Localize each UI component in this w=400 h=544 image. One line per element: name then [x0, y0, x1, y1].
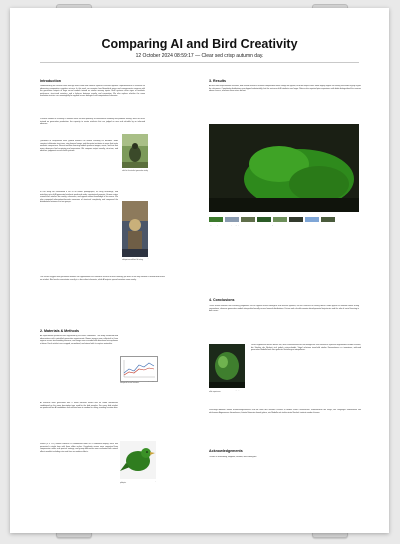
- figure-6-illustration: [209, 344, 245, 388]
- conclusions-paragraph-3: Zukünftige Arbeiten sollten Entwicklungsverläufe und die Rolle des sozialen Lernens in beiden Fällen untersuchen. Insbesondere die Frage, wie Jungvögel Stilelemente von erfahrenen Artgenossen übernehmen, könnte Hinweise darauf geben, wie Modelle mit strukturierter Neuheit trainiert werden können.: [209, 409, 361, 414]
- section-heading-introduction: Introduction: [40, 79, 61, 83]
- section-heading-acknowledgements: Acknowledgements: [209, 449, 243, 453]
- methods-paragraph-3: Raters (n = 112) viewed artefacts in randomised order on a calibrated display. Each trial presented a single item with three slider scales. Complexity scores were computed from compression ratios and spectral entropy, and group differences were evaluated with mixed-effects models including rater and item as random effects.: [40, 443, 118, 453]
- figure-5-thumbnail-strip: [209, 213, 359, 222]
- figure-2-caption: Figure 2: Example AI-generated image used as a comparison artefact for rating.: [122, 258, 157, 262]
- bird-photo-illustration: [122, 134, 148, 168]
- intro-paragraph-4: In this study we assembled a set of 40 bower photographs, 40 song recordings, and matching sets of AI-generated artefacts produced under constrained prompts. Human raters scored each artefact for novelty, coherence, and appeal without knowledge of its source. We also computed information-theoretic measures of structural complexity and compared the distributions between the two groups.: [40, 191, 118, 204]
- ai-image-illustration: [122, 201, 148, 257]
- figure-6-caption: Figure 6: Distribution of observer ratings by source and rater experience.: [209, 390, 248, 394]
- figure-3-chart: [120, 356, 158, 382]
- methods-paragraph-2: AI artefacts were generated with a latent diffusion model and an audio transformer conditioned on the same descriptive tags used for the bird samples. For every bird artefact we produced five AI candidates and selected one at random for rating, avoiding curation bias.: [40, 402, 118, 410]
- results-paragraph-1: Across three experimental sessions, bird and AI artefacts received comparable mean ratings for appeal, while AI outputs were rated slightly higher for novelty and birds slightly higher for coherence. Complexity distributions overlapped substantially, but the variance of AI artefacts was larger. Raters who reported prior experience with birds distinguished the sources above chance, whereas naive raters did not.: [209, 85, 361, 93]
- green-bird-illustration: [120, 441, 156, 479]
- figure-5-caption: Figure 5: Representative bower photograph and selected artefact frames used in the rating task.: [209, 225, 277, 226]
- figure-5-bower-scene: [209, 124, 359, 212]
- bower-scene-illustration: [209, 124, 359, 212]
- intro-paragraph-2: Previous studies of creativity in animals have focused primarily on behavioural flexibility and problem solving. Here we focus instead on generative production: the capacity to create artefacts that are judged as new and valuable by an informed observer.: [40, 118, 145, 126]
- methods-paragraph-1: All experimental protocols were approved by the ethics committee. The study combined field observations with controlled generation experiments. Bower images were collected in three regions across two breeding seasons, and songs were recorded with directional microphones at dawn. Each artefact was cropped, normalised, and stored with its capture metadata.: [40, 335, 118, 345]
- title-divider: [40, 62, 359, 63]
- figure-6-photo: [209, 344, 245, 388]
- poster-subtitle: 12 October 2024 08:59:17 — Clear sed crisp autumn day.: [135, 53, 264, 59]
- figure-3-caption: Figure 3: Spectrogram and artefact complexity profiles compared across sessions.: [120, 381, 159, 385]
- conclusions-paragraph-1: These results indicate that creativity judgments can be applied across biological and artificial systems, but the structure of novelty differs. Birds appear to innovate within strong conventions, whereas generative models interpolate broadly across learned distributions. Future work should examine developmental trajectories and the role of social learning in both cases.: [209, 305, 359, 313]
- acknowledgements-text: Thanks to Rosenberg, Bagnoer, Maritno, and colleagues.: [209, 456, 257, 458]
- figure-1-bird-photo: [122, 134, 148, 168]
- figure-2-ai-image: [122, 201, 148, 257]
- thumbnail-strip-svg: [209, 217, 359, 222]
- intro-paragraph-5: Our results suggest that generative models can approximate the statistical surface of bird creativity, yet differ in the way variation is distributed across an artefact. Bird works concentrate novelty in a few salient elements, while AI outputs spread variation more evenly.: [40, 276, 165, 281]
- poster: [10, 8, 389, 533]
- conclusions-paragraph-2: Diese Ergebnisse deuten darauf hin, dass Kreativitätsurteile auf biologische und künstliche Systeme angewendet werden können, die Struktur der Neuheit sich jedoch unterscheidet. Vögel scheinen innerhalb starker Konventionen zu innovieren, während generative Modelle breit über gelernte Verteilungen interpolieren.: [251, 344, 361, 352]
- section-heading-materials: 2. Materials & Methods: [40, 329, 79, 333]
- poster-title: Comparing AI and Bird Creativity: [101, 37, 298, 51]
- intro-paragraph-3: Questions of comparison have guided research on animal creativity for decades. Birds construct elaborate structures, sing learned songs, and decorate territories in ways that invite aesthetic comparison. Recent machine learning models produce images, music, and text that many observers find surprising and expressive. We compare output novelty, structure, and observer judgments across both systems.: [40, 140, 118, 153]
- figure-1-caption: Figure 1: A Bowerbird in a scene of forest collection used in the artefact generation study.: [122, 169, 159, 173]
- section-heading-results: 3. Results: [209, 79, 226, 83]
- figure-4-caption: Figure 4: Bird and AI artefacts with matched descriptive prompts.: [120, 481, 159, 485]
- intro-paragraph-1: Understanding the creative drive through which birds and artificial systems construct dynamic representations is essential for advancing comparative cognitive science. In this work, we examine how Bowerbird songs and arrangements compare with the generative outputs of large neural models trained on similar sensory inputs. Both systems show signs of aesthetic preference, structured variation, and a balance between novelty and convention. We also explore whether the same evaluation metrics can meaningfully be applied across biological and computational domains.: [40, 85, 145, 98]
- figure-3-chart-svg: [121, 357, 157, 381]
- section-heading-conclusions: 4. Conclusions: [209, 298, 235, 302]
- figure-4-green-bird: [120, 441, 156, 479]
